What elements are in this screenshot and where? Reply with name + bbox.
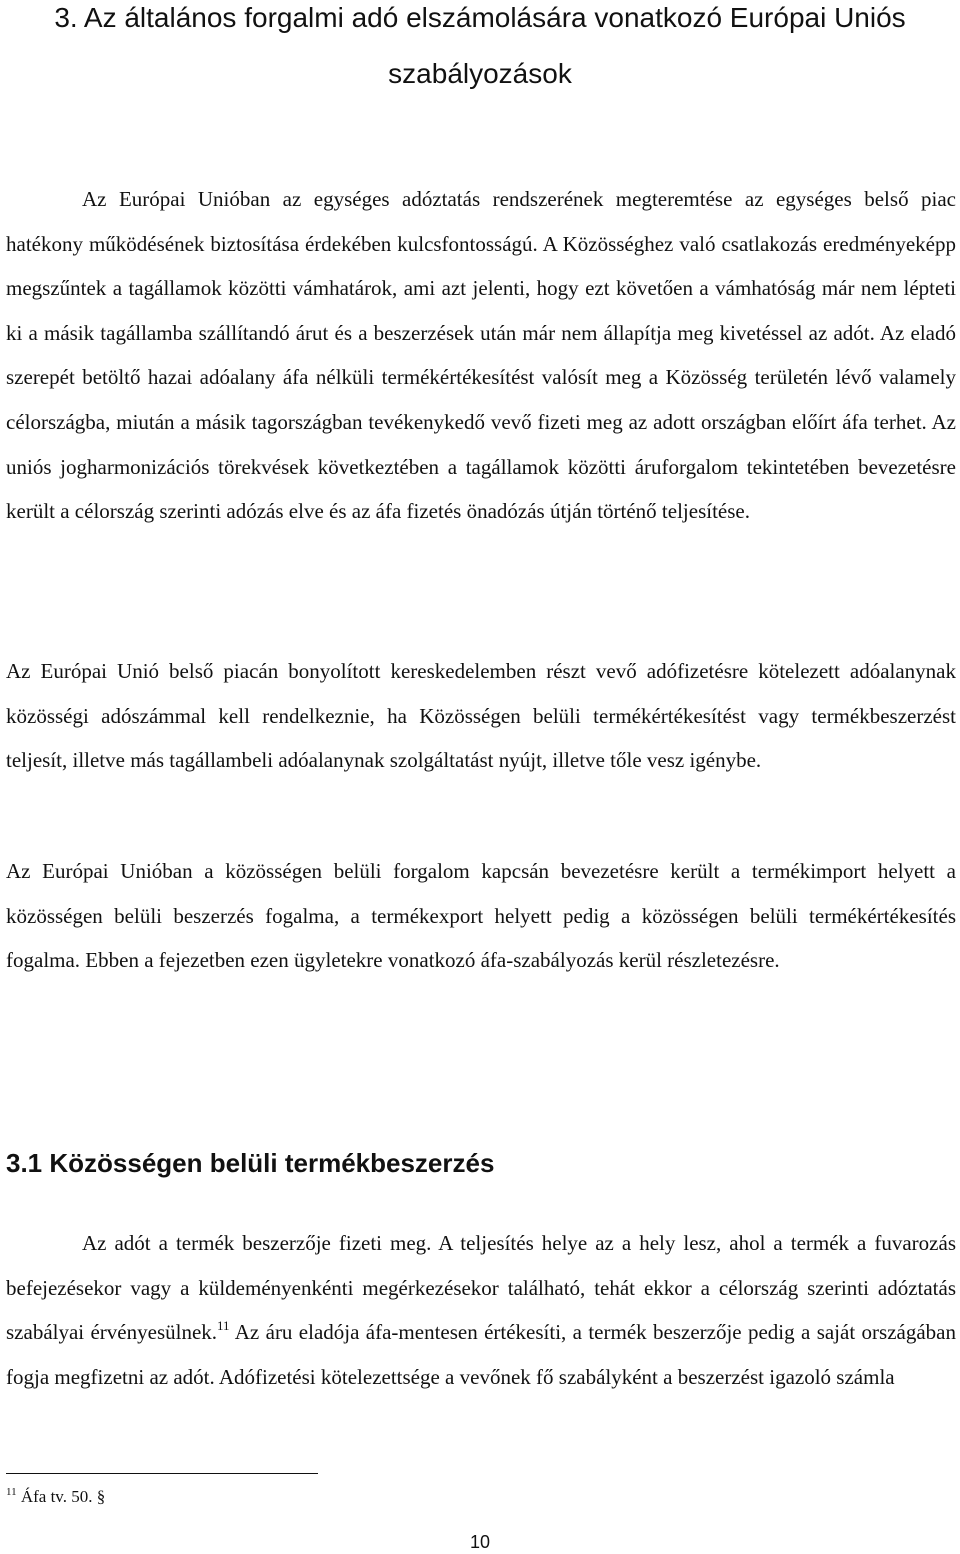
section-heading: 3.1 Közösségen belüli termékbeszerzés — [6, 1147, 495, 1178]
section-text-before-footnote: Az adót a termék beszerzője fizeti meg. A teljesítés helye az a hely lesz, ahol a termék a fuvarozás befejezésekor vagy a küldeményenkénti megérkezésekor található, tehát ekkor a célország szerinti adóztatás szabályai érvényesülnek. — [6, 1231, 956, 1345]
footnote — [6, 1485, 105, 1509]
body-paragraph: Az Európai Unió belső piacán bonyolított kereskedelemben részt vevő adófizetésre kötelezett adóalanynak közösségi adószámmal kell rendelkeznie, ha Közösségen belüli termékértékesítést vagy termékbeszerzést teljesít, illetve más tagállambeli adóalanynak szolgáltatást nyújt, illetve tőle vesz igénybe. — [6, 659, 956, 773]
footnote-number: 11 — [6, 1486, 17, 1498]
footnote-reference[interactable]: 11 — [217, 1318, 230, 1334]
footnote-text: Áfa tv. 50. § — [16, 1487, 106, 1506]
chapter-heading: 3. Az általános forgalmi adó elszámolására vonatkozó Európai Uniós szabályozások — [54, 2, 906, 89]
page-number: 10 — [469, 1532, 491, 1552]
footnote-separator — [6, 1473, 318, 1474]
section-paragraph — [6, 1221, 956, 1399]
body-paragraph: Az Európai Unióban az egységes adóztatás rendszerének megteremtése az egységes belső piac hatékony működésének biztosítása érdekében kulcsfontosságú. A Közösséghez való csatlakozás eredményeképp megszűntek a tagállamok közötti vámhatárok, ami azt jelenti, hogy ezt követően a vámhatóság már nem lépteti ki a másik tagállamba szállítandó árut és a beszerzések után már nem állapítja meg kivetéssel az adót. Az eladó szerepét betöltő hazai adóalany áfa nélküli termékértékesítést valósít meg a Közösség területén lévő valamely célországba, miután a másik tagországban tevékenykedő vevő fizeti meg az adott országban előírt áfa terhet. Az uniós jogharmonizációs törekvések következtében a tagállamok közötti áruforgalom tekintetében bevezetésre került a célország szerinti adózás elve és az áfa fizetés önadózás útján történő teljesítése. — [6, 187, 956, 524]
body-paragraph: Az Európai Unióban a közösségen belüli forgalom kapcsán bevezetésre került a termékimport helyett a közösségen belüli beszerzés fogalma, a termékexport helyett pedig a közösségen belüli termékértékesítés fogalma. Ebben a fejezetben ezen ügyletekre vonatkozó áfa-szabályozás kerül részletezésre. — [6, 859, 956, 973]
section-text-after-footnote: Az áru eladója áfa-mentesen értékesíti, a termék beszerzője pedig a saját országában fogja megfizetni az adót. Adófizetési kötelezettsége a vevőnek fő szabályként a beszerzést igazoló számla — [6, 1320, 956, 1389]
